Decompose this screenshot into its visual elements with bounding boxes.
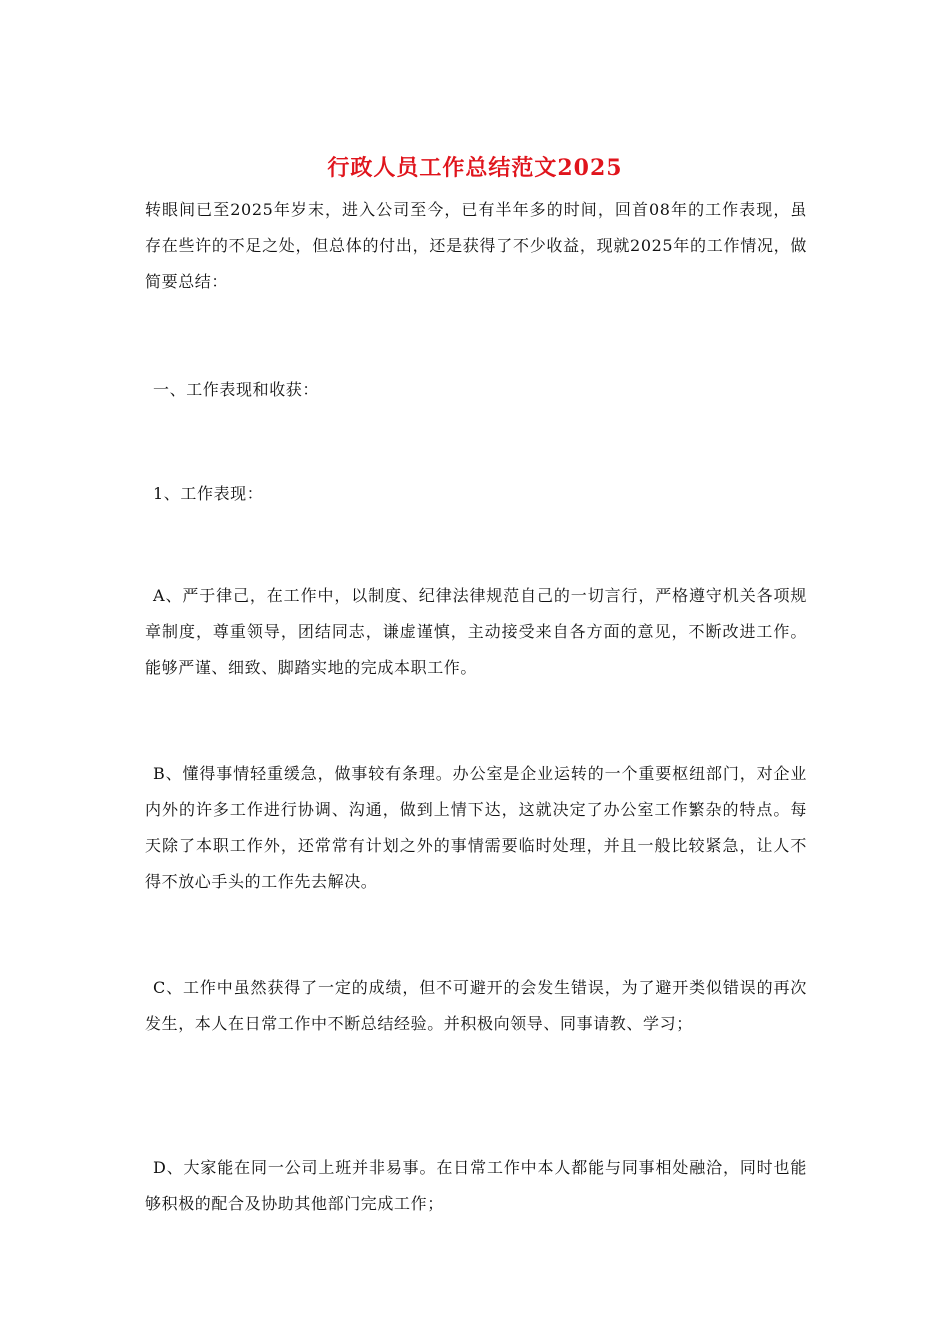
section-heading-1: 一、工作表现和收获： xyxy=(153,380,320,399)
intro-paragraph: 转眼间已至2025年岁末，进入公司至今，已有半年多的时间，回首08年的工作表现，虽存在些许的不足之处，但总体的付出，还是获得了不少收益，现就2025年的工作情况，做简要总结： xyxy=(145,200,807,291)
paragraph-a: A、严于律己，在工作中，以制度、纪律法律规范自己的一切言行，严格遵守机关各项规章制度，尊重领导，团结同志，谦虚谨慎，主动接受来自各方面的意见，不断改进工作。能够严谨、细致、脚踏实地的完成本职工作。 xyxy=(145,586,807,677)
document-title: 行政人员工作总结范文2025 xyxy=(327,155,623,181)
paragraph-b: B、懂得事情轻重缓急，做事较有条理。办公室是企业运转的一个重要枢纽部门，对企业内外的许多工作进行协调、沟通，做到上情下达，这就决定了办公室工作繁杂的特点。每天除了本职工作外，还常常有计划之外的事情需要临时处理，并且一般比较紧急，让人不得不放心手头的工作先去解决。 xyxy=(145,764,807,891)
subsection-heading-1: 1、工作表现： xyxy=(153,484,264,503)
paragraph-c: C、工作中虽然获得了一定的成绩，但不可避开的会发生错误，为了避开类似错误的再次发生，本人在日常工作中不断总结经验。并积极向领导、同事请教、学习； xyxy=(145,978,807,1033)
paragraph-d: D、大家能在同一公司上班并非易事。在日常工作中本人都能与同事相处融洽，同时也能够积极的配合及协助其他部门完成工作； xyxy=(145,1158,807,1213)
